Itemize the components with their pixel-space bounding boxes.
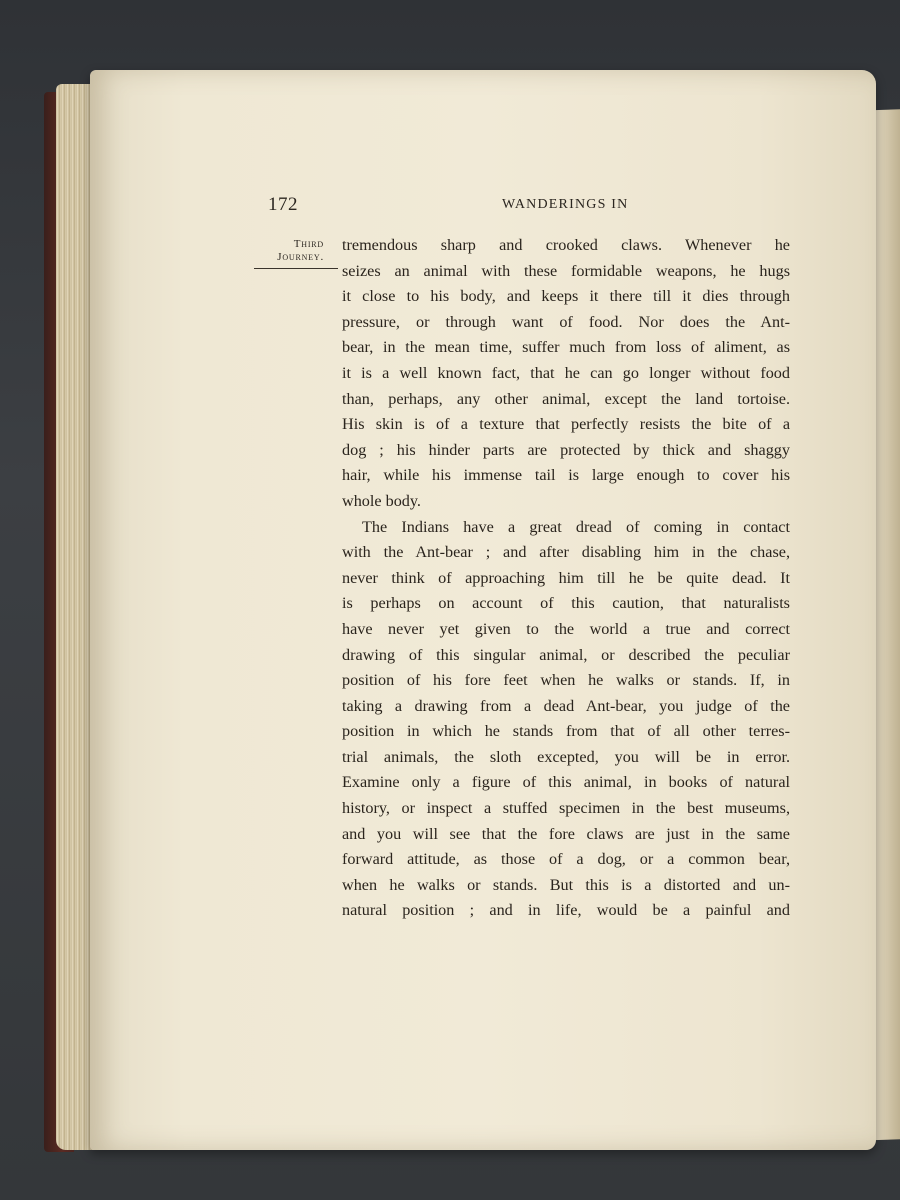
text-line: The Indians have a great dread of coming in contact xyxy=(362,517,790,536)
text-line: it is a well known fact, that he can go longer without food xyxy=(342,363,790,382)
text-line: tremendous sharp and crooked claws. Whenever he xyxy=(342,236,790,254)
text-line: have never yet given to the world a true and correct xyxy=(342,619,790,638)
page-number: 172 xyxy=(268,194,298,215)
text-line: position of his fore feet when he walks or stands. If, in xyxy=(342,671,790,690)
text-line: when he walks or stands. But this is a distorted and un- xyxy=(342,875,790,894)
text-line: taking a drawing from a dead Ant-bear, you judge of the xyxy=(342,696,790,715)
text-line: forward attitude, as those of a dog, or a common bear, xyxy=(342,850,790,869)
text-line: His skin is of a texture that perfectly resists the bite of a xyxy=(342,415,790,434)
text-line: trial animals, the sloth excepted, you will be in error. xyxy=(342,747,790,766)
text-line: is perhaps on account of this caution, that naturalists xyxy=(342,594,790,613)
text-line: with the Ant-bear ; and after disabling him in the chase, xyxy=(342,543,790,562)
text-line: bear, in the mean time, suffer much from loss of aliment, as xyxy=(342,338,790,357)
marginal-rule xyxy=(254,268,338,269)
text-line: natural position ; and in life, would be a painful and xyxy=(342,901,790,920)
running-head: WANDERINGS IN xyxy=(502,197,629,212)
text-line: drawing of this singular animal, or described the peculiar xyxy=(342,645,790,664)
text-line: position in which he stands from that of all other terres- xyxy=(342,722,790,741)
page-header xyxy=(268,194,788,220)
text-line: dog ; his hinder parts are protected by thick and shaggy xyxy=(342,440,790,459)
text-line: whole body. xyxy=(342,491,421,510)
text-line: than, perhaps, any other animal, except the land tortoise. xyxy=(342,389,790,408)
text-line: Examine only a figure of this animal, in books of natural xyxy=(342,773,790,792)
marginal-note-line-1: Third xyxy=(293,238,324,250)
text-line: never think of approaching him till he be quite dead. It xyxy=(342,568,790,587)
text-line: hair, while his immense tail is large enough to cover his xyxy=(342,466,790,485)
marginal-note-line-2: Journey. xyxy=(277,251,324,263)
text-line: seizes an animal with these formidable weapons, he hugs xyxy=(342,261,790,280)
text-line: and you will see that the fore claws are just in the same xyxy=(342,824,790,843)
marginal-note xyxy=(244,238,324,264)
text-line: history, or inspect a stuffed specimen in the best museums, xyxy=(342,799,790,818)
body-text xyxy=(342,233,790,924)
text-line: it close to his body, and keeps it there till it dies through xyxy=(342,287,790,306)
text-line: pressure, or through want of food. Nor does the Ant- xyxy=(342,312,790,331)
